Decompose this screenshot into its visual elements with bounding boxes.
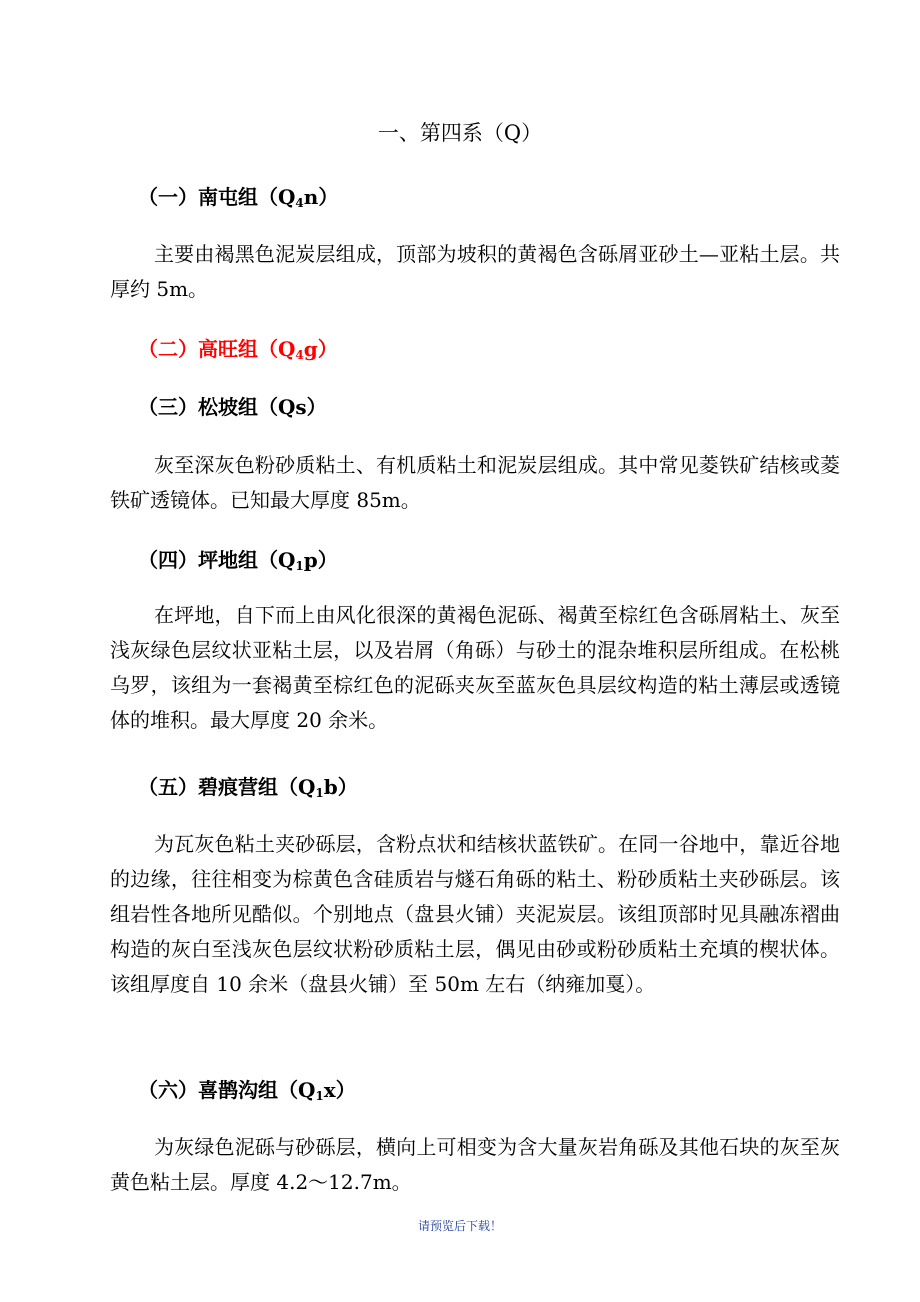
- heading-subscript: 1: [315, 786, 324, 800]
- heading-text: （四）坪地组（Q: [138, 548, 296, 572]
- heading-text: b）: [323, 775, 358, 799]
- heading-text: n）: [303, 185, 339, 209]
- section-heading-bihenying: [138, 772, 358, 802]
- section-paragraph-nantun: 主要由褐黑色泥炭层组成，顶部为坡积的黄褐色含砾屑亚砂土—亚粘土层。共厚约 5m。: [110, 242, 840, 301]
- section-paragraph-pingdi: 在坪地，自下而上由风化很深的黄褐色泥砾、褐黄至棕红色含砾屑粘土、灰至浅灰绿色层纹状亚粘土层，以及岩屑（角砾）与砂土的混杂堆积层所组成。在松桃乌罗，该组为一套褐黄至棕红色的泥砾夹灰至蓝灰色具层纹构造的粘土薄层或透镜体的堆积。最大厚度 20 余米。: [110, 603, 840, 732]
- section-paragraph-songpo: 灰至深灰色粉砂质粘土、有机质粘土和泥炭层组成。其中常见菱铁矿结核或菱铁矿透镜体。已知最大厚度 85m。: [110, 453, 840, 512]
- heading-subscript: 4: [295, 196, 304, 210]
- heading-text: （五）碧痕营组（Q: [138, 775, 316, 799]
- page-title: 一、第四系（Q）: [377, 121, 543, 145]
- section-heading-nantun: [138, 182, 338, 212]
- heading-text: x）: [323, 1078, 356, 1102]
- section-heading-pingdi: [138, 545, 338, 575]
- heading-text: g）: [303, 337, 338, 361]
- heading-subscript: 4: [295, 348, 304, 362]
- section-paragraph-xiquegou: 为灰绿色泥砾与砂砾层，横向上可相变为含大量灰岩角砾及其他石块的灰至灰黄色粘土层。厚度 4.2～12.7m。: [110, 1135, 840, 1194]
- heading-subscript: 1: [295, 559, 304, 573]
- section-heading-songpo: [138, 392, 327, 422]
- heading-subscript: 1: [315, 1089, 324, 1103]
- heading-text: （六）喜鹊沟组（Q: [138, 1078, 316, 1102]
- heading-text: p）: [303, 548, 338, 572]
- section-heading-xiquegou: [138, 1075, 356, 1105]
- heading-text: （一）南屯组（Q: [138, 185, 296, 209]
- section-paragraph-bihenying: 为瓦灰色粘土夹砂砾层，含粉点状和结核状蓝铁矿。在同一谷地中，靠近谷地的边缘，往往相变为棕黄色含硅质岩与燧石角砾的粘土、粉砂质粘土夹砂砾层。该组岩性各地所见酷似。个别地点（盘县火铺）夹泥炭层。该组顶部时见具融冻褶曲构造的灰白至浅灰色层纹状粉砂质粘土层，偶见由砂或粉砂质粘土充填的楔状体。该组厚度自 10 余米（盘县火铺）至 50m 左右（纳雍加戛）。: [110, 832, 840, 996]
- heading-text: （三）松坡组（Qs）: [138, 395, 327, 419]
- heading-text: （二）高旺组（Q: [138, 337, 296, 361]
- section-heading-gaowang: [138, 334, 338, 364]
- page-footer: 请预览后下载！: [417, 1219, 502, 1233]
